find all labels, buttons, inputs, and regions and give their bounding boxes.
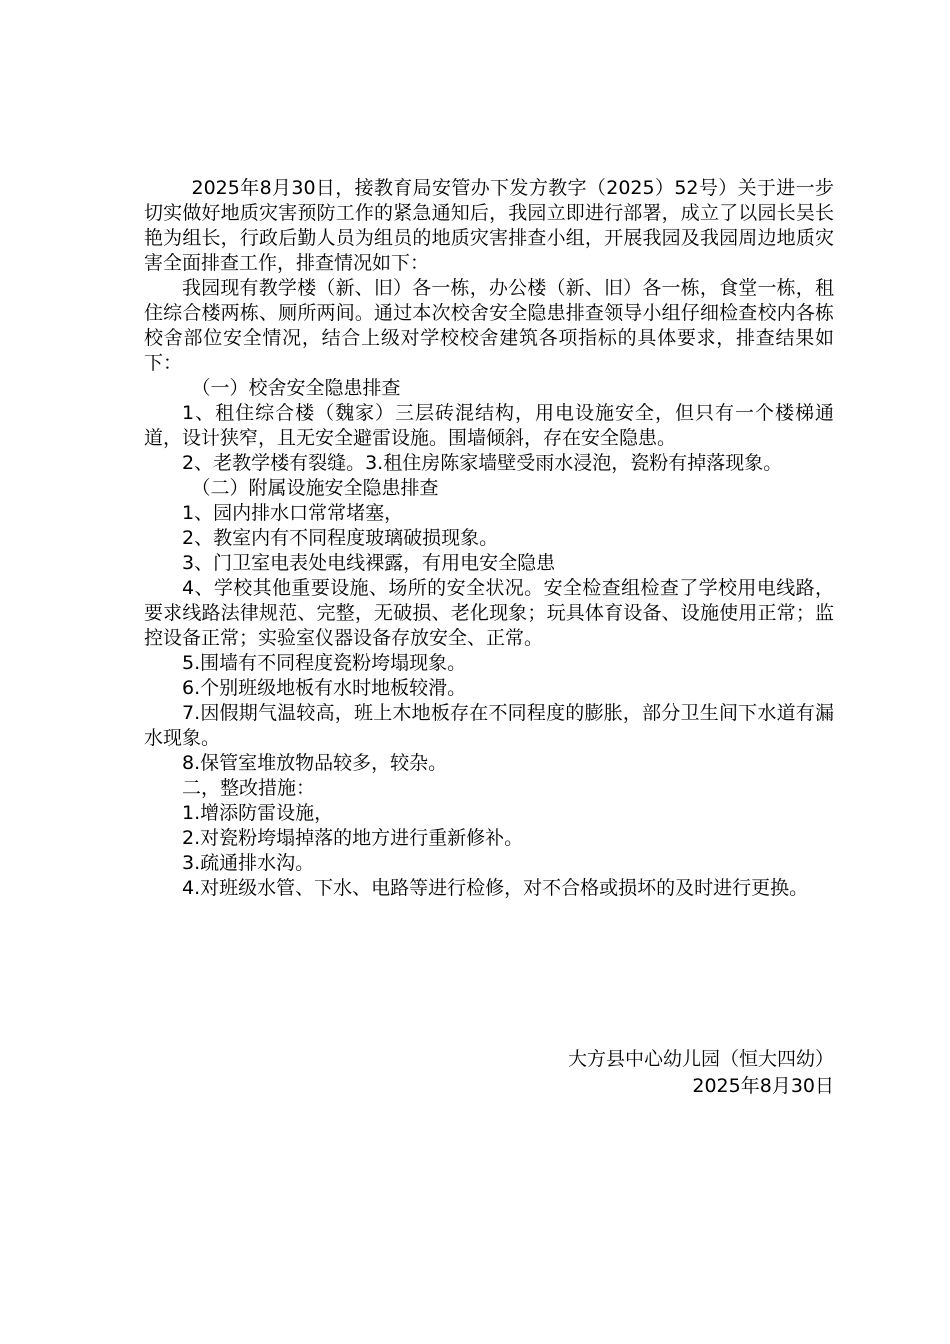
document-body bbox=[144, 176, 834, 901]
section-heading-building-safety: （一）校舍安全隐患排查 bbox=[191, 377, 401, 399]
list-item: 2、教室内有不同程度玻璃破损现象。 bbox=[182, 527, 499, 549]
section-heading-facility-safety: （二）附属设施安全隐患排查 bbox=[191, 477, 439, 499]
section-heading-rectification: 二，整改措施： bbox=[182, 777, 316, 799]
list-item: 7.因假期气温较高，班上木地板存在不同程度的膨胀，部分卫生间下水道有漏水现象。 bbox=[144, 702, 834, 749]
signature-organization: 大方县中心幼儿园（恒大四幼） bbox=[567, 1048, 834, 1070]
overview-paragraph: 我园现有教学楼（新、旧）各一栋，办公楼（新、旧）各一栋，食堂一栋，租住综合楼两栋、厕所两间。通过本次校舍安全隐患排查领导小组仔细检查校内各栋校舍部位安全情况，结合上级对学校校舍建筑各项指标的具体要求，排查结果如下： bbox=[144, 277, 834, 374]
list-item: 3.疏通排水沟。 bbox=[182, 852, 315, 874]
list-item: 8.保管室堆放物品较多，较杂。 bbox=[182, 752, 448, 774]
list-item: 4.对班级水管、下水、电路等进行检修，对不合格或损坏的及时进行更换。 bbox=[182, 877, 809, 899]
list-item: 1、租住综合楼（魏家）三层砖混结构，用电设施安全，但只有一个楼梯通道，设计狭窄，且无安全避雷设施。围墙倾斜，存在安全隐患。 bbox=[144, 402, 834, 449]
list-item: 2.对瓷粉垮塌掉落的地方进行重新修补。 bbox=[182, 827, 524, 849]
signature-block bbox=[568, 1046, 834, 1100]
list-item: 4、学校其他重要设施、场所的安全状况。安全检查组检查了学校用电线路，要求线路法律规范、完整，无破损、老化现象；玩具体育设备、设施使用正常；监控设备正常；实验室仪器设备存放安全、正常。 bbox=[144, 577, 834, 649]
list-item: 3、门卫室电表处电线裸露，有用电安全隐患 bbox=[182, 552, 556, 574]
list-item: 6.个别班级地板有水时地板较滑。 bbox=[182, 677, 467, 699]
list-item: 1.增添防雷设施， bbox=[182, 802, 334, 824]
list-item: 1、园内排水口常常堵塞， bbox=[182, 502, 404, 524]
signature-date: 2025年8月30日 bbox=[692, 1075, 834, 1097]
intro-paragraph: 2025年8月30日，接教育局安管办下发方教字（2025）52号）关于进一步切实做好地质灾害预防工作的紧急通知后，我园立即进行部署，成立了以园长吴长艳为组长，行政后勤人员为组员的地质灾害排查小组，开展我园及我园周边地质灾害全面排查工作，排查情况如下： bbox=[144, 177, 834, 274]
list-item: 2、老教学楼有裂缝。3.租住房陈家墙壁受雨水浸泡，瓷粉有掉落现象。 bbox=[182, 452, 783, 474]
list-item: 5.围墙有不同程度瓷粉垮塌现象。 bbox=[182, 652, 467, 674]
